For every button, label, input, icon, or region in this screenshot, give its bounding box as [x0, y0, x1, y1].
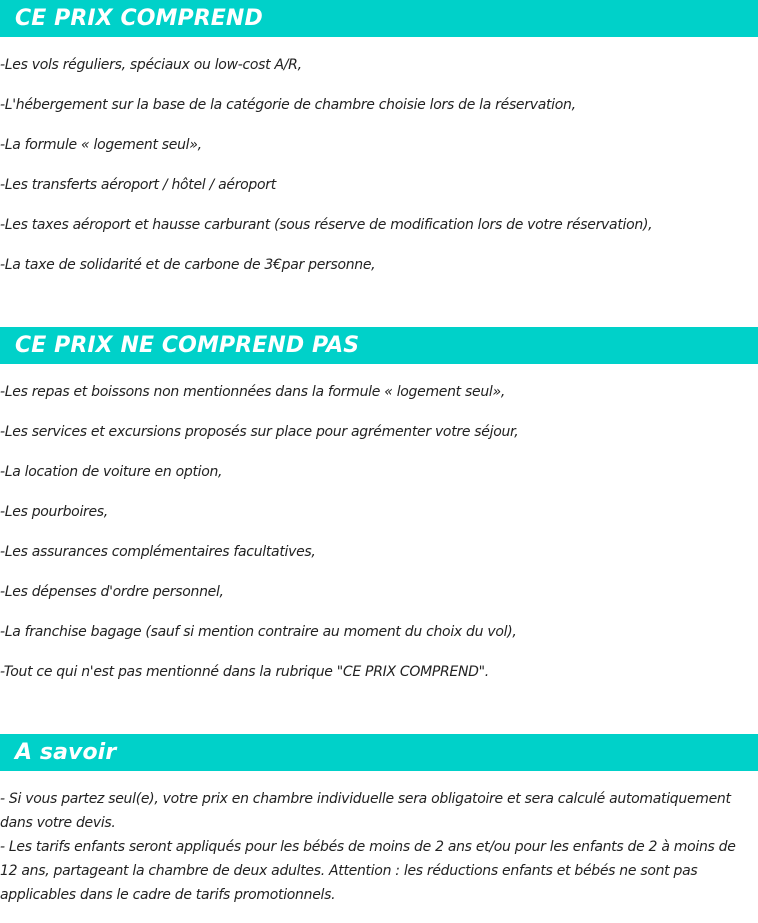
list-item: -La taxe de solidarité et de carbone de 3€par personne, [0, 257, 376, 273]
list-item: -L'hébergement sur la base de la catégorie de chambre choisie lors de la réservation, [0, 97, 576, 113]
list-item: -La formule « logement seul», [0, 137, 202, 153]
includes-list [0, 45, 652, 285]
list-item: -Les taxes aéroport et hausse carburant (sous réserve de modification lors de votre réservation), [0, 217, 653, 233]
list-item: -Les transferts aéroport / hôtel / aéroport [0, 177, 276, 193]
list-item: -Les repas et boissons non mentionnées dans la formule « logement seul», [0, 384, 505, 400]
info-paragraph: - Si vous partez seul(e), votre prix en chambre individuelle sera obligatoire et sera calculé automatiquement dans votre devis. [0, 791, 731, 831]
list-item: -La franchise bagage (sauf si mention contraire au moment du choix du vol), [0, 624, 517, 640]
list-item: -Les dépenses d'ordre personnel, [0, 584, 224, 600]
section-title-includes: CE PRIX COMPREND [15, 6, 263, 31]
list-item: -Tout ce qui n'est pas mentionné dans la rubrique "CE PRIX COMPREND". [0, 664, 489, 680]
info-paragraph: - Les tarifs enfants seront appliqués pour les bébés de moins de 2 ans et/ou pour les enfants de 2 à moins de 12 ans, partageant la chambre de deux adultes. Attention : les réductions enfants et bébés ne sont pas applicables dans le cadre de tarifs promotionnels. [0, 839, 736, 903]
excludes-list [0, 372, 518, 692]
list-item: -Les pourboires, [0, 504, 108, 520]
list-item: -Les services et excursions proposés sur place pour agrémenter votre séjour, [0, 424, 519, 440]
section-title-excludes: CE PRIX NE COMPREND PAS [15, 333, 360, 358]
info-paragraphs [0, 787, 758, 907]
section-title-info: A savoir [15, 740, 117, 765]
section-header-includes [0, 0, 758, 37]
list-item: -La location de voiture en option, [0, 464, 223, 480]
list-item: -Les assurances complémentaires facultatives, [0, 544, 316, 560]
section-header-excludes [0, 327, 758, 364]
section-header-info [0, 734, 758, 771]
list-item: -Les vols réguliers, spéciaux ou low-cost A/R, [0, 57, 302, 73]
